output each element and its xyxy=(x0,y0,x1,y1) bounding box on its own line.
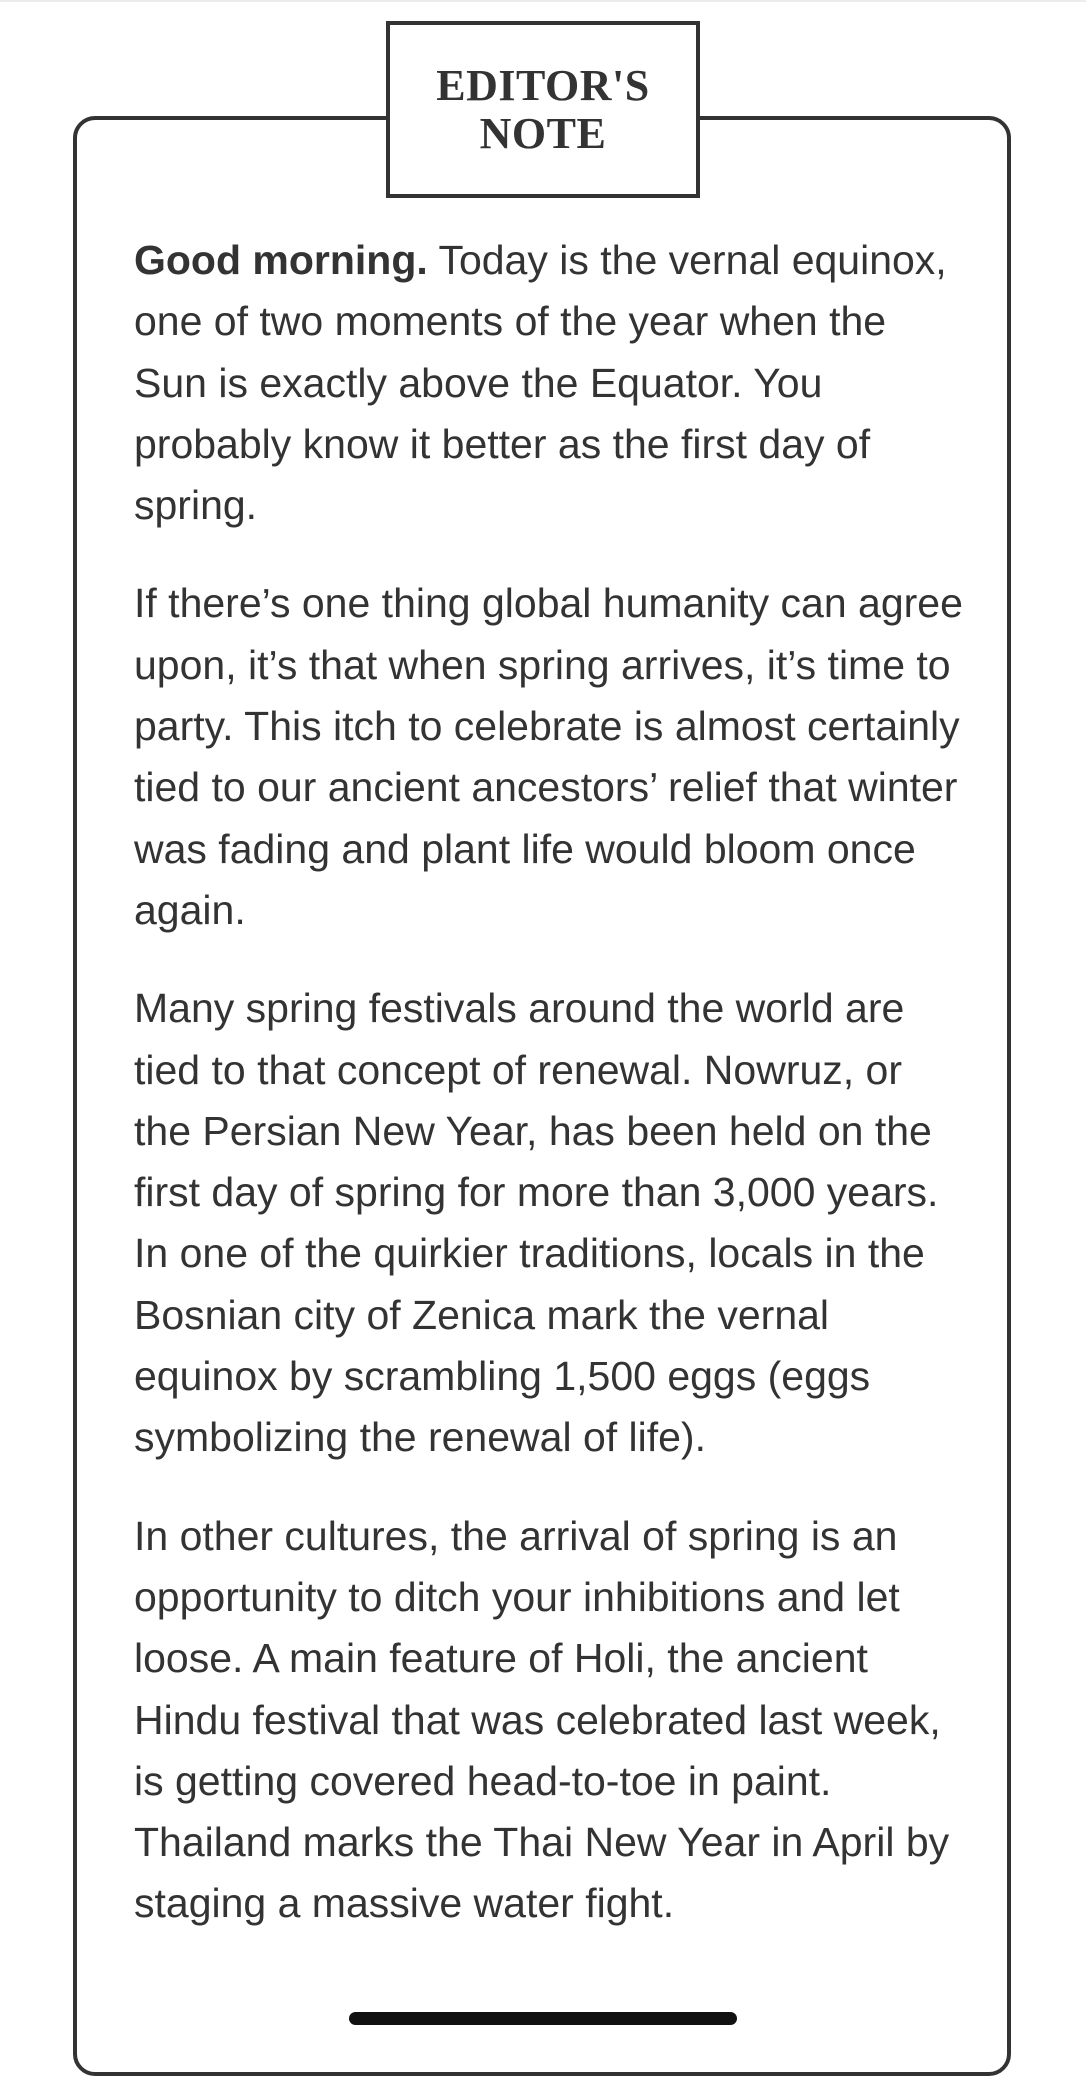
editors-note-title: EDITOR'S NOTE xyxy=(436,60,650,158)
paragraph-3: Many spring festivals around the world are tied to that concept of renewal. Nowruz, or the Persian New Year, has been held on the first day of spring for more than 3,000 years. In one of the quirkier traditions, locals in the Bosnian city of Zenica mark the vernal equinox by scrambling 1,500 eggs (eggs symbolizing the renewal of life). xyxy=(134,985,939,1461)
editors-note-header xyxy=(386,21,700,198)
paragraph-1-text: Today is the vernal equinox, one of two moments of the year when the Sun is exactly above the Equator. You probably know it better as the first day of spring. xyxy=(134,237,947,529)
paragraph-1 xyxy=(134,230,964,536)
greeting-lead: Good morning. xyxy=(134,237,428,283)
top-edge-divider xyxy=(0,0,1086,2)
editors-note-body xyxy=(134,230,964,1972)
paragraph-4: In other cultures, the arrival of spring is an opportunity to ditch your inhibitions and let loose. A main feature of Holi, the ancient Hindu festival that was celebrated last week, is getting covered head-to-toe in paint. Thailand marks the Thai New Year in April by staging a massive water fight. xyxy=(134,1512,950,1927)
home-indicator-bar[interactable] xyxy=(349,2012,737,2025)
paragraph-2: If there’s one thing global humanity can agree upon, it’s that when spring arrives, it’s time to party. This itch to celebrate is almost certainly tied to our ancient ancestors’ relief that winter was fading and plant life would bloom once again. xyxy=(134,580,963,933)
